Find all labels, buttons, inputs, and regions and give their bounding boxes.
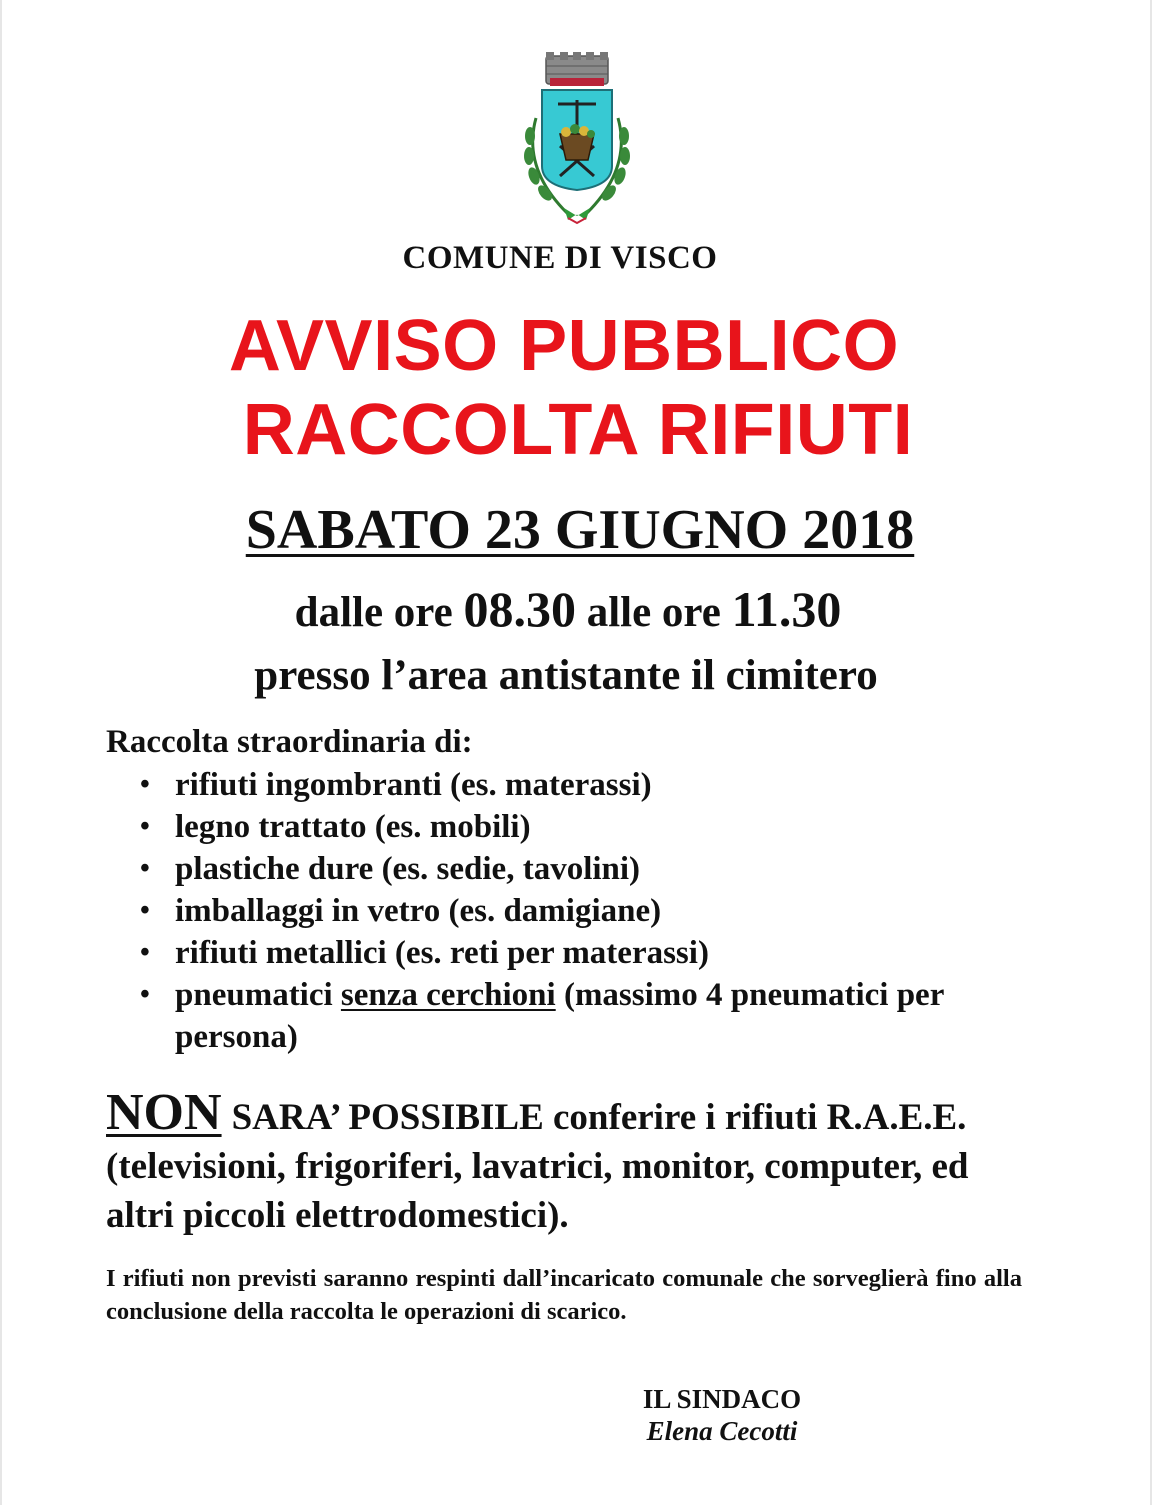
collection-list <box>140 764 1020 1058</box>
list-item-text: plastiche dure (es. sedie, tavolini) <box>175 851 641 887</box>
list-item-text: imballaggi in vetro (es. damigiane) <box>175 893 662 929</box>
collection-intro: Raccolta straordinaria di: <box>106 724 473 760</box>
bullet-icon: • <box>140 937 150 968</box>
list-item <box>140 890 1020 932</box>
bullet-icon: • <box>140 769 150 800</box>
bullet-icon: • <box>140 853 150 884</box>
notice-title-line2: RACCOLTA RIFIUTI <box>242 390 914 470</box>
hours-from-label: dalle ore <box>294 589 464 636</box>
raee-warning <box>106 1084 1026 1240</box>
notice-title-line1: AVVISO PUBBLICO <box>228 306 900 386</box>
bullet-icon: • <box>140 895 150 926</box>
bullet-icon: • <box>140 811 150 842</box>
hours-to-time: 11.30 <box>731 581 842 637</box>
list-item-text: (massimo 4 pneumatici per persona) <box>175 977 944 1055</box>
list-item <box>140 806 1020 848</box>
warning-text: SARA’ POSSIBILE conferire i rifiuti R.A.E.E. (televisioni, frigoriferi, lavatrici, monitor, computer, ed altri piccoli elettrodomestici). <box>106 1097 969 1236</box>
warning-non: NON <box>106 1084 222 1141</box>
bullet-icon: • <box>140 979 150 1010</box>
list-item-text: pneumatici <box>175 977 341 1013</box>
rejection-note: I rifiuti non previsti saranno respinti dall’incaricato comunale che sorveglierà fino alla conclusione della raccolta le operazioni di scarico. <box>106 1265 1022 1325</box>
signature-name: Elena Cecotti <box>646 1416 798 1446</box>
event-hours <box>0 582 1144 637</box>
coat-of-arms-icon <box>512 48 642 228</box>
event-date-text: SABATO 23 GIUGNO 2018 <box>245 499 915 561</box>
event-date <box>4 500 1152 562</box>
list-item <box>140 848 1020 890</box>
list-item-emphasis: senza cerchioni <box>340 977 556 1013</box>
list-item <box>140 932 1020 974</box>
list-item-text: rifiuti ingombranti (es. materassi) <box>175 767 652 803</box>
hours-from-time: 08.30 <box>463 581 576 637</box>
list-item-text: legno trattato (es. mobili) <box>175 809 531 845</box>
list-item <box>140 974 1020 1058</box>
event-place: presso l’area antistante il cimitero <box>254 652 878 699</box>
list-item-text: rifiuti metallici (es. reti per materassi) <box>175 935 709 971</box>
list-item <box>140 764 1020 806</box>
hours-to-label: alle ore <box>575 589 732 636</box>
municipality-name: COMUNE DI VISCO <box>402 240 718 276</box>
signature-role: IL SINDACO <box>642 1384 802 1414</box>
